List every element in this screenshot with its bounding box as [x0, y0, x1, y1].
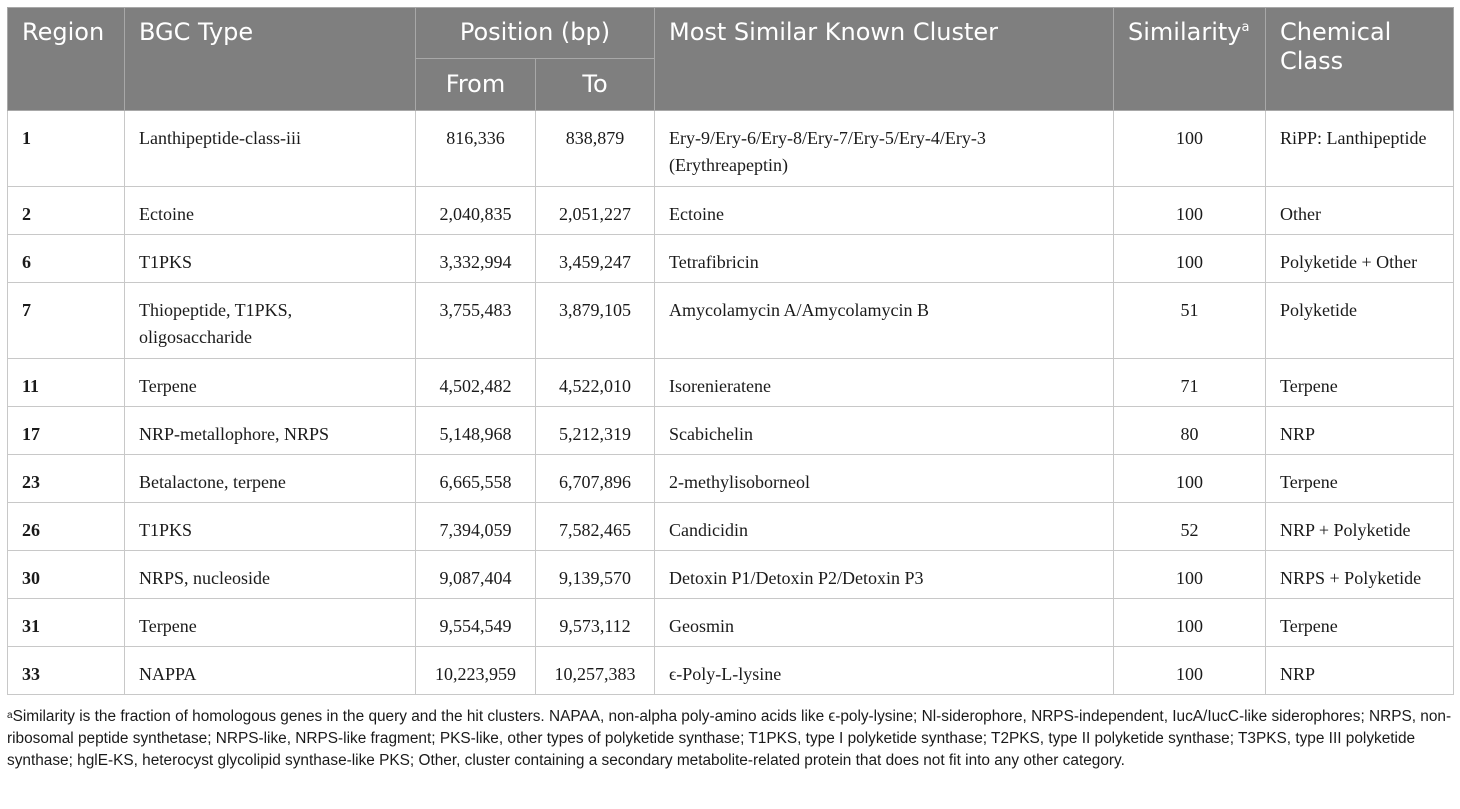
- footnote-marker: a: [1241, 20, 1250, 35]
- row-region-cell: 23: [8, 455, 125, 503]
- row-cluster-cell: ϵ-Poly-L-lysine: [655, 647, 1114, 695]
- table-row: [8, 407, 1454, 455]
- row-to-cell: 9,139,570: [536, 551, 655, 599]
- row-cluster-cell: Ectoine: [655, 187, 1114, 235]
- row-from-cell: 9,087,404: [416, 551, 536, 599]
- header-chemical-class: Chemical Class: [1266, 8, 1454, 111]
- header-similarity: [1114, 8, 1266, 111]
- row-bgc-type-cell: Terpene: [125, 359, 416, 407]
- footnote-text: Similarity is the fraction of homologous genes in the query and the hit clusters. NAPAA, non-alpha poly-amino acids like ϵ-poly-lysine; Nl-siderophore, NRPS-independent, IucA/IucC-like siderophores; NRPS, non-ribosomal peptide synthetase; NRPS-like, NRPS-like fragment; PKS-like, other types of polyketide synthase; T1PKS, type I polyketide synthase; T2PKS, type II polyketide synthase; T3PKS, type III polyketide synthase; hglE-KS, heterocyst glycolipid synthase-like PKS; Other, cluster containing a secondary metabolite-related protein that does not fit into any other category.: [7, 708, 1452, 769]
- row-region-cell: 11: [8, 359, 125, 407]
- row-chemical-class-cell: Terpene: [1266, 359, 1454, 407]
- table-row: [8, 187, 1454, 235]
- row-bgc-type-cell: Betalactone, terpene: [125, 455, 416, 503]
- row-bgc-type-cell: T1PKS: [125, 235, 416, 283]
- row-from-cell: 3,755,483: [416, 283, 536, 359]
- row-region-cell: 2: [8, 187, 125, 235]
- row-from-cell: 5,148,968: [416, 407, 536, 455]
- bgc-table: [7, 7, 1454, 695]
- bgc-table-container: [7, 7, 1453, 695]
- row-cluster-cell: Candicidin: [655, 503, 1114, 551]
- row-bgc-type-cell: T1PKS: [125, 503, 416, 551]
- row-region-cell: 31: [8, 599, 125, 647]
- header-position: Position (bp): [416, 8, 655, 59]
- row-cluster-cell: Geosmin: [655, 599, 1114, 647]
- row-to-cell: 838,879: [536, 111, 655, 187]
- row-from-cell: 816,336: [416, 111, 536, 187]
- row-chemical-class-cell: NRP + Polyketide: [1266, 503, 1454, 551]
- table-row: [8, 455, 1454, 503]
- row-bgc-type-cell: Lanthipeptide-class-iii: [125, 111, 416, 187]
- row-similarity-cell: 100: [1114, 599, 1266, 647]
- table-row: [8, 599, 1454, 647]
- row-chemical-class-cell: NRPS + Polyketide: [1266, 551, 1454, 599]
- row-from-cell: 10,223,959: [416, 647, 536, 695]
- header-similarity-label: Similarity: [1128, 18, 1242, 46]
- table-row: [8, 551, 1454, 599]
- footnote-marker: a: [7, 710, 13, 721]
- header-to: To: [536, 59, 655, 111]
- row-region-cell: 33: [8, 647, 125, 695]
- row-similarity-cell: 51: [1114, 283, 1266, 359]
- row-region-cell: 7: [8, 283, 125, 359]
- header-bgc-type: BGC Type: [125, 8, 416, 111]
- row-similarity-cell: 100: [1114, 235, 1266, 283]
- row-from-cell: 2,040,835: [416, 187, 536, 235]
- table-row: [8, 503, 1454, 551]
- row-chemical-class-cell: NRP: [1266, 407, 1454, 455]
- row-cluster-cell: Amycolamycin A/Amycolamycin B: [655, 283, 1114, 359]
- row-chemical-class-cell: Other: [1266, 187, 1454, 235]
- row-cluster-cell: 2-methylisoborneol: [655, 455, 1114, 503]
- row-from-cell: 9,554,549: [416, 599, 536, 647]
- row-from-cell: 3,332,994: [416, 235, 536, 283]
- table-row: [8, 647, 1454, 695]
- row-similarity-cell: 71: [1114, 359, 1266, 407]
- row-similarity-cell: 100: [1114, 187, 1266, 235]
- row-to-cell: 10,257,383: [536, 647, 655, 695]
- row-to-cell: 3,879,105: [536, 283, 655, 359]
- header-most-similar: Most Similar Known Cluster: [655, 8, 1114, 111]
- row-cluster-cell: Ery-9/Ery-6/Ery-8/Ery-7/Ery-5/Ery-4/Ery-3 (Erythreapeptin): [655, 111, 1114, 187]
- row-bgc-type-cell: NAPPA: [125, 647, 416, 695]
- row-chemical-class-cell: RiPP: Lanthipeptide: [1266, 111, 1454, 187]
- row-to-cell: 5,212,319: [536, 407, 655, 455]
- row-bgc-type-cell: NRP-metallophore, NRPS: [125, 407, 416, 455]
- row-region-cell: 6: [8, 235, 125, 283]
- row-cluster-cell: Isorenieratene: [655, 359, 1114, 407]
- row-region-cell: 26: [8, 503, 125, 551]
- table-row: [8, 111, 1454, 187]
- row-chemical-class-cell: Terpene: [1266, 455, 1454, 503]
- row-bgc-type-cell: Ectoine: [125, 187, 416, 235]
- header-from: From: [416, 59, 536, 111]
- row-to-cell: 2,051,227: [536, 187, 655, 235]
- row-to-cell: 9,573,112: [536, 599, 655, 647]
- header-region: Region: [8, 8, 125, 111]
- table-row: [8, 359, 1454, 407]
- row-cluster-cell: Tetrafibricin: [655, 235, 1114, 283]
- row-similarity-cell: 52: [1114, 503, 1266, 551]
- row-region-cell: 17: [8, 407, 125, 455]
- row-region-cell: 30: [8, 551, 125, 599]
- table-row: [8, 283, 1454, 359]
- row-bgc-type-cell: Terpene: [125, 599, 416, 647]
- row-to-cell: 3,459,247: [536, 235, 655, 283]
- row-chemical-class-cell: NRP: [1266, 647, 1454, 695]
- table-footnote: [7, 706, 1453, 772]
- row-chemical-class-cell: Terpene: [1266, 599, 1454, 647]
- row-similarity-cell: 100: [1114, 647, 1266, 695]
- row-bgc-type-cell: Thiopeptide, T1PKS, oligosaccharide: [125, 283, 416, 359]
- row-chemical-class-cell: Polyketide: [1266, 283, 1454, 359]
- row-similarity-cell: 80: [1114, 407, 1266, 455]
- row-similarity-cell: 100: [1114, 455, 1266, 503]
- row-from-cell: 4,502,482: [416, 359, 536, 407]
- row-chemical-class-cell: Polyketide + Other: [1266, 235, 1454, 283]
- row-from-cell: 6,665,558: [416, 455, 536, 503]
- row-region-cell: 1: [8, 111, 125, 187]
- row-to-cell: 6,707,896: [536, 455, 655, 503]
- row-from-cell: 7,394,059: [416, 503, 536, 551]
- row-similarity-cell: 100: [1114, 551, 1266, 599]
- row-to-cell: 7,582,465: [536, 503, 655, 551]
- table-row: [8, 235, 1454, 283]
- row-cluster-cell: Detoxin P1/Detoxin P2/Detoxin P3: [655, 551, 1114, 599]
- row-to-cell: 4,522,010: [536, 359, 655, 407]
- row-bgc-type-cell: NRPS, nucleoside: [125, 551, 416, 599]
- row-similarity-cell: 100: [1114, 111, 1266, 187]
- row-cluster-cell: Scabichelin: [655, 407, 1114, 455]
